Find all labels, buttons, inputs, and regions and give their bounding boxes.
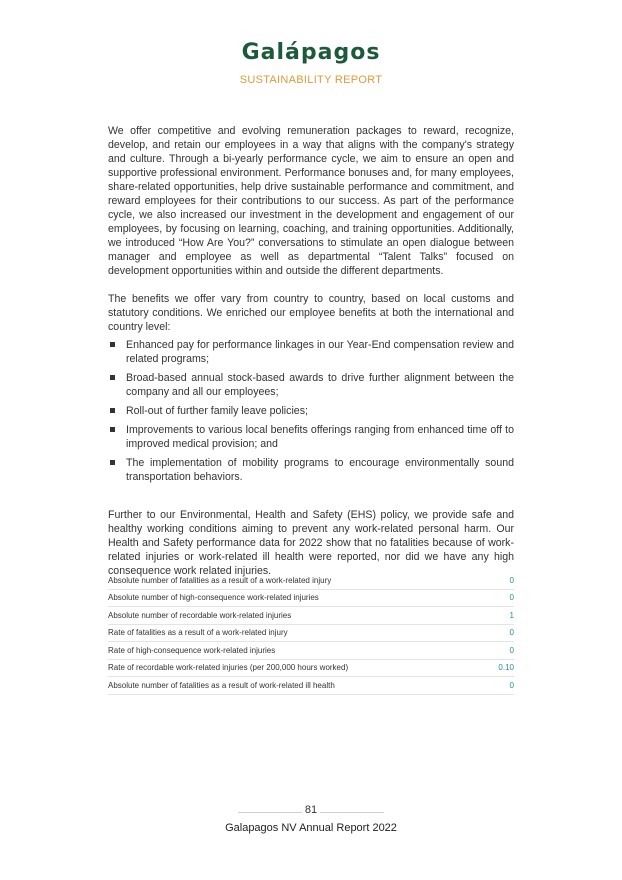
row-value: 0 xyxy=(474,589,514,607)
ehs-paragraph: Further to our Environmental, Health and Safety (EHS) policy, we provide safe and healthy working conditions aiming to prevent any work-related personal harm. Our Health and Safety performance data for 2022 show that no fatalities because of work-related injuries or work-related ill health were reported, nor did we have any high consequence work related injuries. xyxy=(108,509,514,577)
ehs-data-table xyxy=(108,572,514,695)
benefits-intro-paragraph: The benefits we offer vary from country to country, based on local customs and statutory conditions. We enriched our employee benefits at both the international and country level: xyxy=(108,293,514,333)
row-value: 0 xyxy=(474,642,514,660)
benefits-list xyxy=(108,338,514,484)
bullet-icon xyxy=(110,375,115,380)
table-row xyxy=(108,572,514,589)
remuneration-paragraph: We offer competitive and evolving remuneration packages to reward, recognize, develop, and retain our employees in a way that aligns with the company's strategy and culture. Through a bi-yearly performance cycle, we aim to ensure an open and supportive professional environment. Performance bonuses and, for many employees, share-related opportunities, help drive sustainable performance and commitment, and reward employees for their contributions to our success. As part of the performance cycle, we also increased our investment in the development and engagement of our employees, by focusing on learning, coaching, and training opportunities. Additionally, we introduced “How Are You?” conversations to stimulate an open dialogue between manager and employee as well as departmental “Talent Talks” focused on development opportunities within and outside the different departments. xyxy=(108,125,514,277)
list-item: Enhanced pay for performance linkages in our Year-End compensation review and related programs; xyxy=(108,338,514,366)
row-label: Rate of recordable work-related injuries (per 200,000 hours worked) xyxy=(108,659,474,677)
list-item: Broad-based annual stock-based awards to drive further alignment between the company and all our employees; xyxy=(108,371,514,399)
bullet-icon xyxy=(110,427,115,432)
row-label: Absolute number of fatalities as a result of a work-related injury xyxy=(108,572,474,589)
company-logo xyxy=(0,40,622,65)
row-label: Absolute number of high-consequence work-related injuries xyxy=(108,589,474,607)
list-item: The implementation of mobility programs to encourage environmentally sound transportation behaviors. xyxy=(108,456,514,484)
bullet-icon xyxy=(110,342,115,347)
list-item: Roll-out of further family leave policies; xyxy=(108,404,514,418)
logo-text: Galápagos xyxy=(241,40,381,65)
page-number: 81 xyxy=(304,804,318,816)
table-row xyxy=(108,659,514,677)
table-row xyxy=(108,677,514,695)
table-row xyxy=(108,607,514,625)
row-label: Absolute number of recordable work-related injuries xyxy=(108,607,474,625)
row-label: Absolute number of fatalities as a result of work-related ill health xyxy=(108,677,474,695)
report-subtitle: SUSTAINABILITY REPORT xyxy=(239,74,383,86)
row-value: 0 xyxy=(474,677,514,695)
row-value: 0 xyxy=(474,624,514,642)
main-content xyxy=(108,124,514,578)
footer-divider-right xyxy=(320,812,384,813)
list-item: Improvements to various local benefits offerings ranging from enhanced time off to improved medical provision; and xyxy=(108,423,514,451)
row-label: Rate of fatalities as a result of a work-related injury xyxy=(108,624,474,642)
row-value: 0.10 xyxy=(474,659,514,677)
bullet-icon xyxy=(110,460,115,465)
table-row xyxy=(108,624,514,642)
row-value: 0 xyxy=(474,572,514,589)
bullet-icon xyxy=(110,408,115,413)
table-row xyxy=(108,589,514,607)
report-name: Galapagos NV Annual Report 2022 xyxy=(225,822,397,834)
row-value: 1 xyxy=(474,607,514,625)
table-row xyxy=(108,642,514,660)
row-label: Rate of high-consequence work-related injuries xyxy=(108,642,474,660)
